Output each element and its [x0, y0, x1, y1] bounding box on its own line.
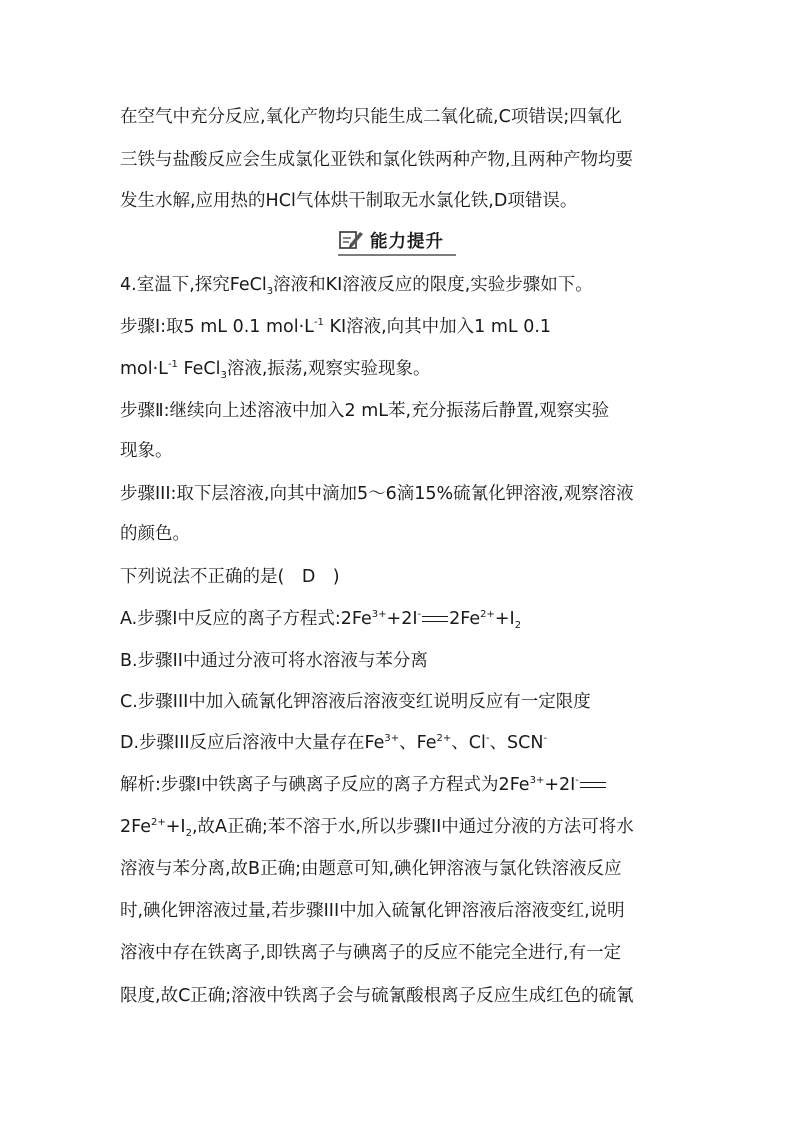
paragraph-line: 三铁与盐酸反应会生成氯化亚铁和氯化铁两种产物,且两种产物均要: [120, 150, 634, 170]
heading-underline: [338, 254, 456, 256]
equals-sign: [422, 616, 448, 622]
analysis-line: $2Fe^{2+}+I_2$,故A正确;苯不溶于水,所以步骤II中通过分液的方法可将水: [120, 817, 634, 839]
question-prompt: 下列说法不正确的是( D ): [120, 567, 340, 587]
step-3-line: 步骤III:取下层溶液,向其中滴加5～6滴15%硫氰化钾溶液,观察溶液: [120, 484, 634, 504]
pencil-note-icon: [338, 228, 364, 252]
step-1-line: 步骤Ⅰ:取5 mL 0.1 $mol\cdot L^{-1}$ KI溶液,向其中加入1 mL 0.1: [120, 317, 552, 337]
equals-sign: [580, 782, 606, 788]
analysis-line: 时,碘化钾溶液过量,若步骤III中加入硫氰化钾溶液后溶液变红,说明: [120, 901, 625, 921]
paragraph-line: 在空气中充分反应,氧化产物均只能生成二氧化硫,C项错误;四氧化: [120, 107, 622, 127]
paragraph-line: 发生水解,应用热的HCl气体烘干制取无水氯化铁,D项错误。: [120, 191, 578, 211]
analysis-line: 溶液与苯分离,故B正确;由题意可知,碘化钾溶液与氯化铁溶液反应: [120, 859, 622, 879]
option-b: B.步骤II中通过分液可将水溶液与苯分离: [120, 651, 428, 671]
option-a: A.步骤Ⅰ中反应的离子方程式$:2Fe^{3+}+2I^-$ $2Fe^{2+}+I_2$: [120, 609, 522, 631]
section-heading: [338, 226, 456, 254]
step-3-line-cont: 的颜色。: [120, 524, 190, 544]
step-2-line-cont: 现象。: [120, 441, 173, 461]
question-stem: 4.室温下,探究FeCl$_3$溶液和KI溶液反应的限度,实验步骤如下。: [120, 275, 593, 297]
analysis-line: 限度,故C正确;溶液中铁离子会与硫氰酸根离子反应生成红色的硫氰: [120, 986, 634, 1006]
step-1-line-cont: $mol\cdot L^{-1}$ FeCl$_3$溶液,振荡,观察实验现象。: [120, 359, 431, 381]
step-2-line: 步骤Ⅱ:继续向上述溶液中加入2 mL苯,充分振荡后静置,观察实验: [120, 401, 610, 421]
analysis-line: 溶液中存在铁离子,即铁离子与碘离子的反应不能完全进行,有一定: [120, 943, 622, 963]
section-title: 能力提升: [370, 231, 444, 252]
analysis-line: 解析:步骤Ⅰ中铁离子与碘离子反应的离子方程式为$2Fe^{3+}+2I^-$: [120, 774, 680, 796]
option-c: C.步骤III中加入硫氰化钾溶液后溶液变红说明反应有一定限度: [120, 692, 591, 712]
option-d: D.步骤III反应后溶液中大量存在$Fe^{3+}$、$Fe^{2+}$、Cl-、SCN-: [120, 733, 548, 753]
